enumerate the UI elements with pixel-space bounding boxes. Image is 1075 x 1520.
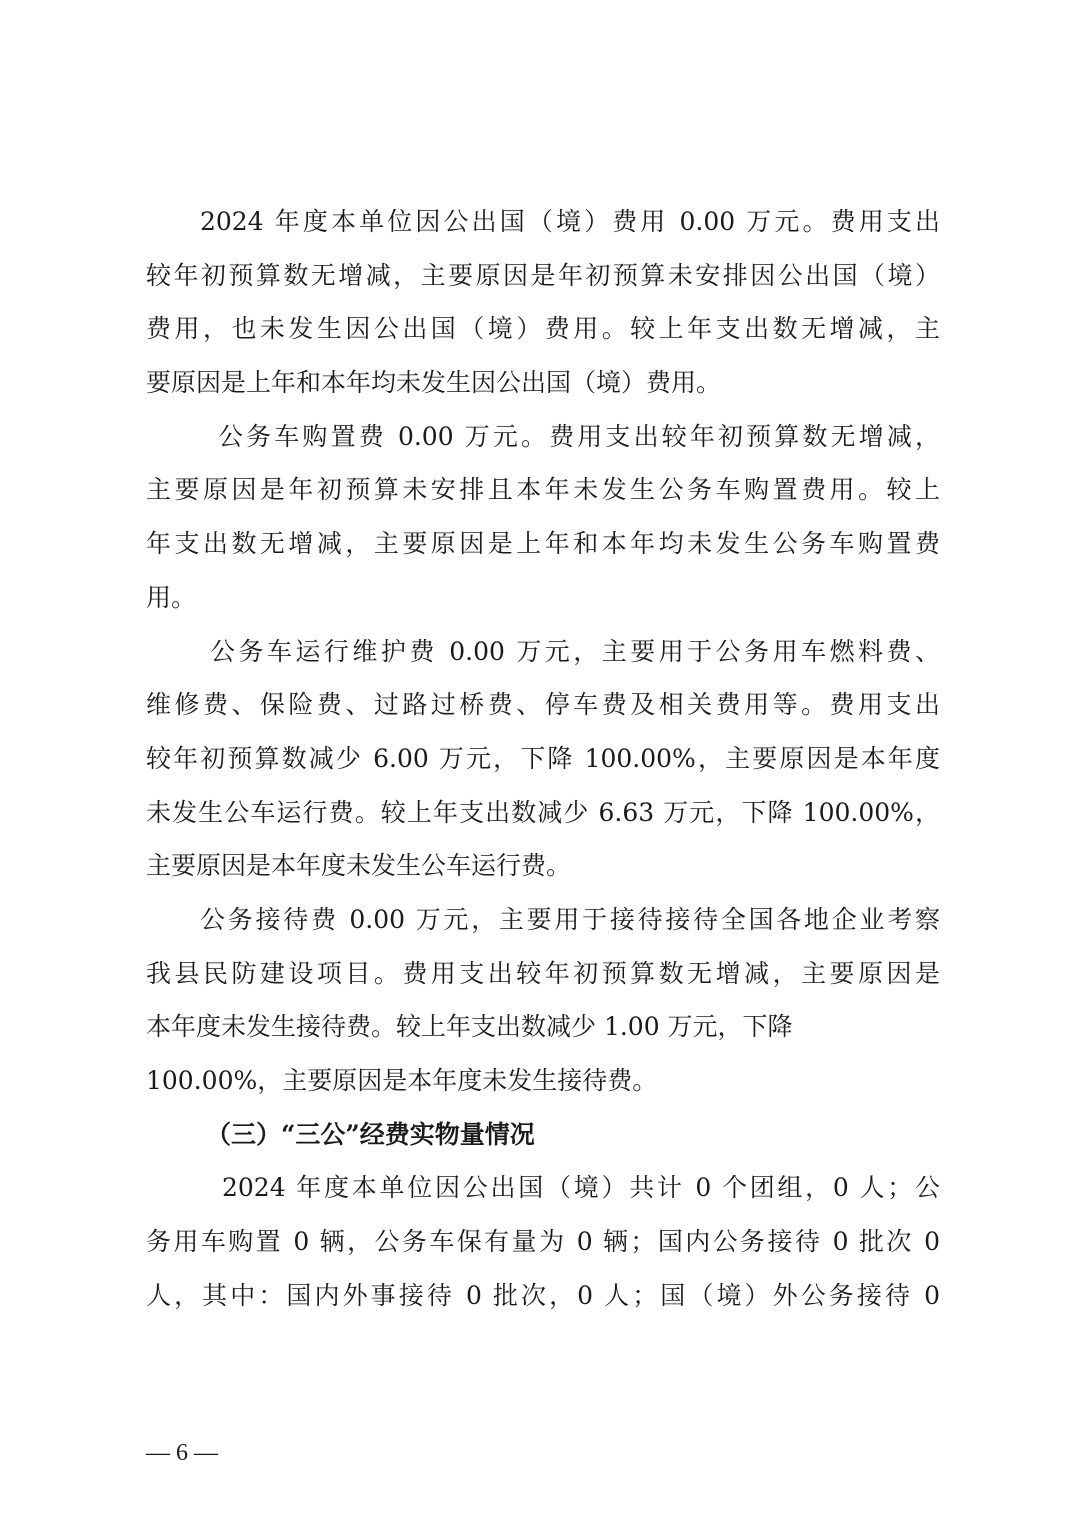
text-line: 费用，也未发生因公出国（境）费用。较上年支出数无增减，主 bbox=[146, 314, 940, 344]
text-line: 公务车购置费 0.00 万元。费用支出较年初预算数无增减， bbox=[218, 421, 940, 451]
page-number: — 6 — bbox=[146, 1440, 218, 1466]
text-line: 2024 年度本单位因公出国（境）共计 0 个团组，0 人；公 bbox=[222, 1173, 940, 1203]
text-line: 维修费、保险费、过路过桥费、停车费及相关费用等。费用支出 bbox=[146, 690, 940, 720]
text-line: 2024 年度本单位因公出国（境）费用 0.00 万元。费用支出 bbox=[200, 207, 940, 236]
text-line: 本年度未发生接待费。较上年支出数减少 1.00 万元，下降 bbox=[146, 1012, 793, 1042]
text-line: 公务接待费 0.00 万元，主要用于接待接待全国各地企业考察 bbox=[200, 904, 940, 934]
document-page bbox=[146, 195, 940, 1322]
text-line: 未发生公车运行费。较上年支出数减少 6.63 万元，下降 100.00%， bbox=[146, 797, 940, 827]
text-line: 要原因是上年和本年均未发生因公出国（境）费用。 bbox=[146, 368, 722, 398]
text-line: 人，其中：国内外事接待 0 批次，0 人；国（境）外公务接待 0 bbox=[146, 1280, 940, 1310]
text-line: 较年初预算数无增减，主要原因是年初预算未安排因公出国（境） bbox=[146, 260, 940, 290]
text-line: 我县民防建设项目。费用支出较年初预算数无增减，主要原因是 bbox=[146, 958, 940, 988]
text-line: 较年初预算数减少 6.00 万元，下降 100.00%，主要原因是本年度 bbox=[146, 743, 940, 773]
section-heading: （三）“三公”经费实物量情况 bbox=[206, 1119, 535, 1149]
text-line: 务用车购置 0 辆，公务车保有量为 0 辆；国内公务接待 0 批次 0 bbox=[146, 1227, 940, 1257]
text-line: 100.00%，主要原因是本年度未发生接待费。 bbox=[146, 1066, 658, 1095]
text-line: 主要原因是年初预算未安排且本年未发生公务车购置费用。较上 bbox=[146, 475, 940, 505]
text-line: 公务车运行维护费 0.00 万元，主要用于公务用车燃料费、 bbox=[210, 636, 940, 666]
text-line: 用。 bbox=[146, 582, 197, 612]
text-line: 年支出数无增减，主要原因是上年和本年均未发生公务车购置费 bbox=[146, 529, 940, 559]
text-line: 主要原因是本年度未发生公车运行费。 bbox=[146, 851, 572, 881]
